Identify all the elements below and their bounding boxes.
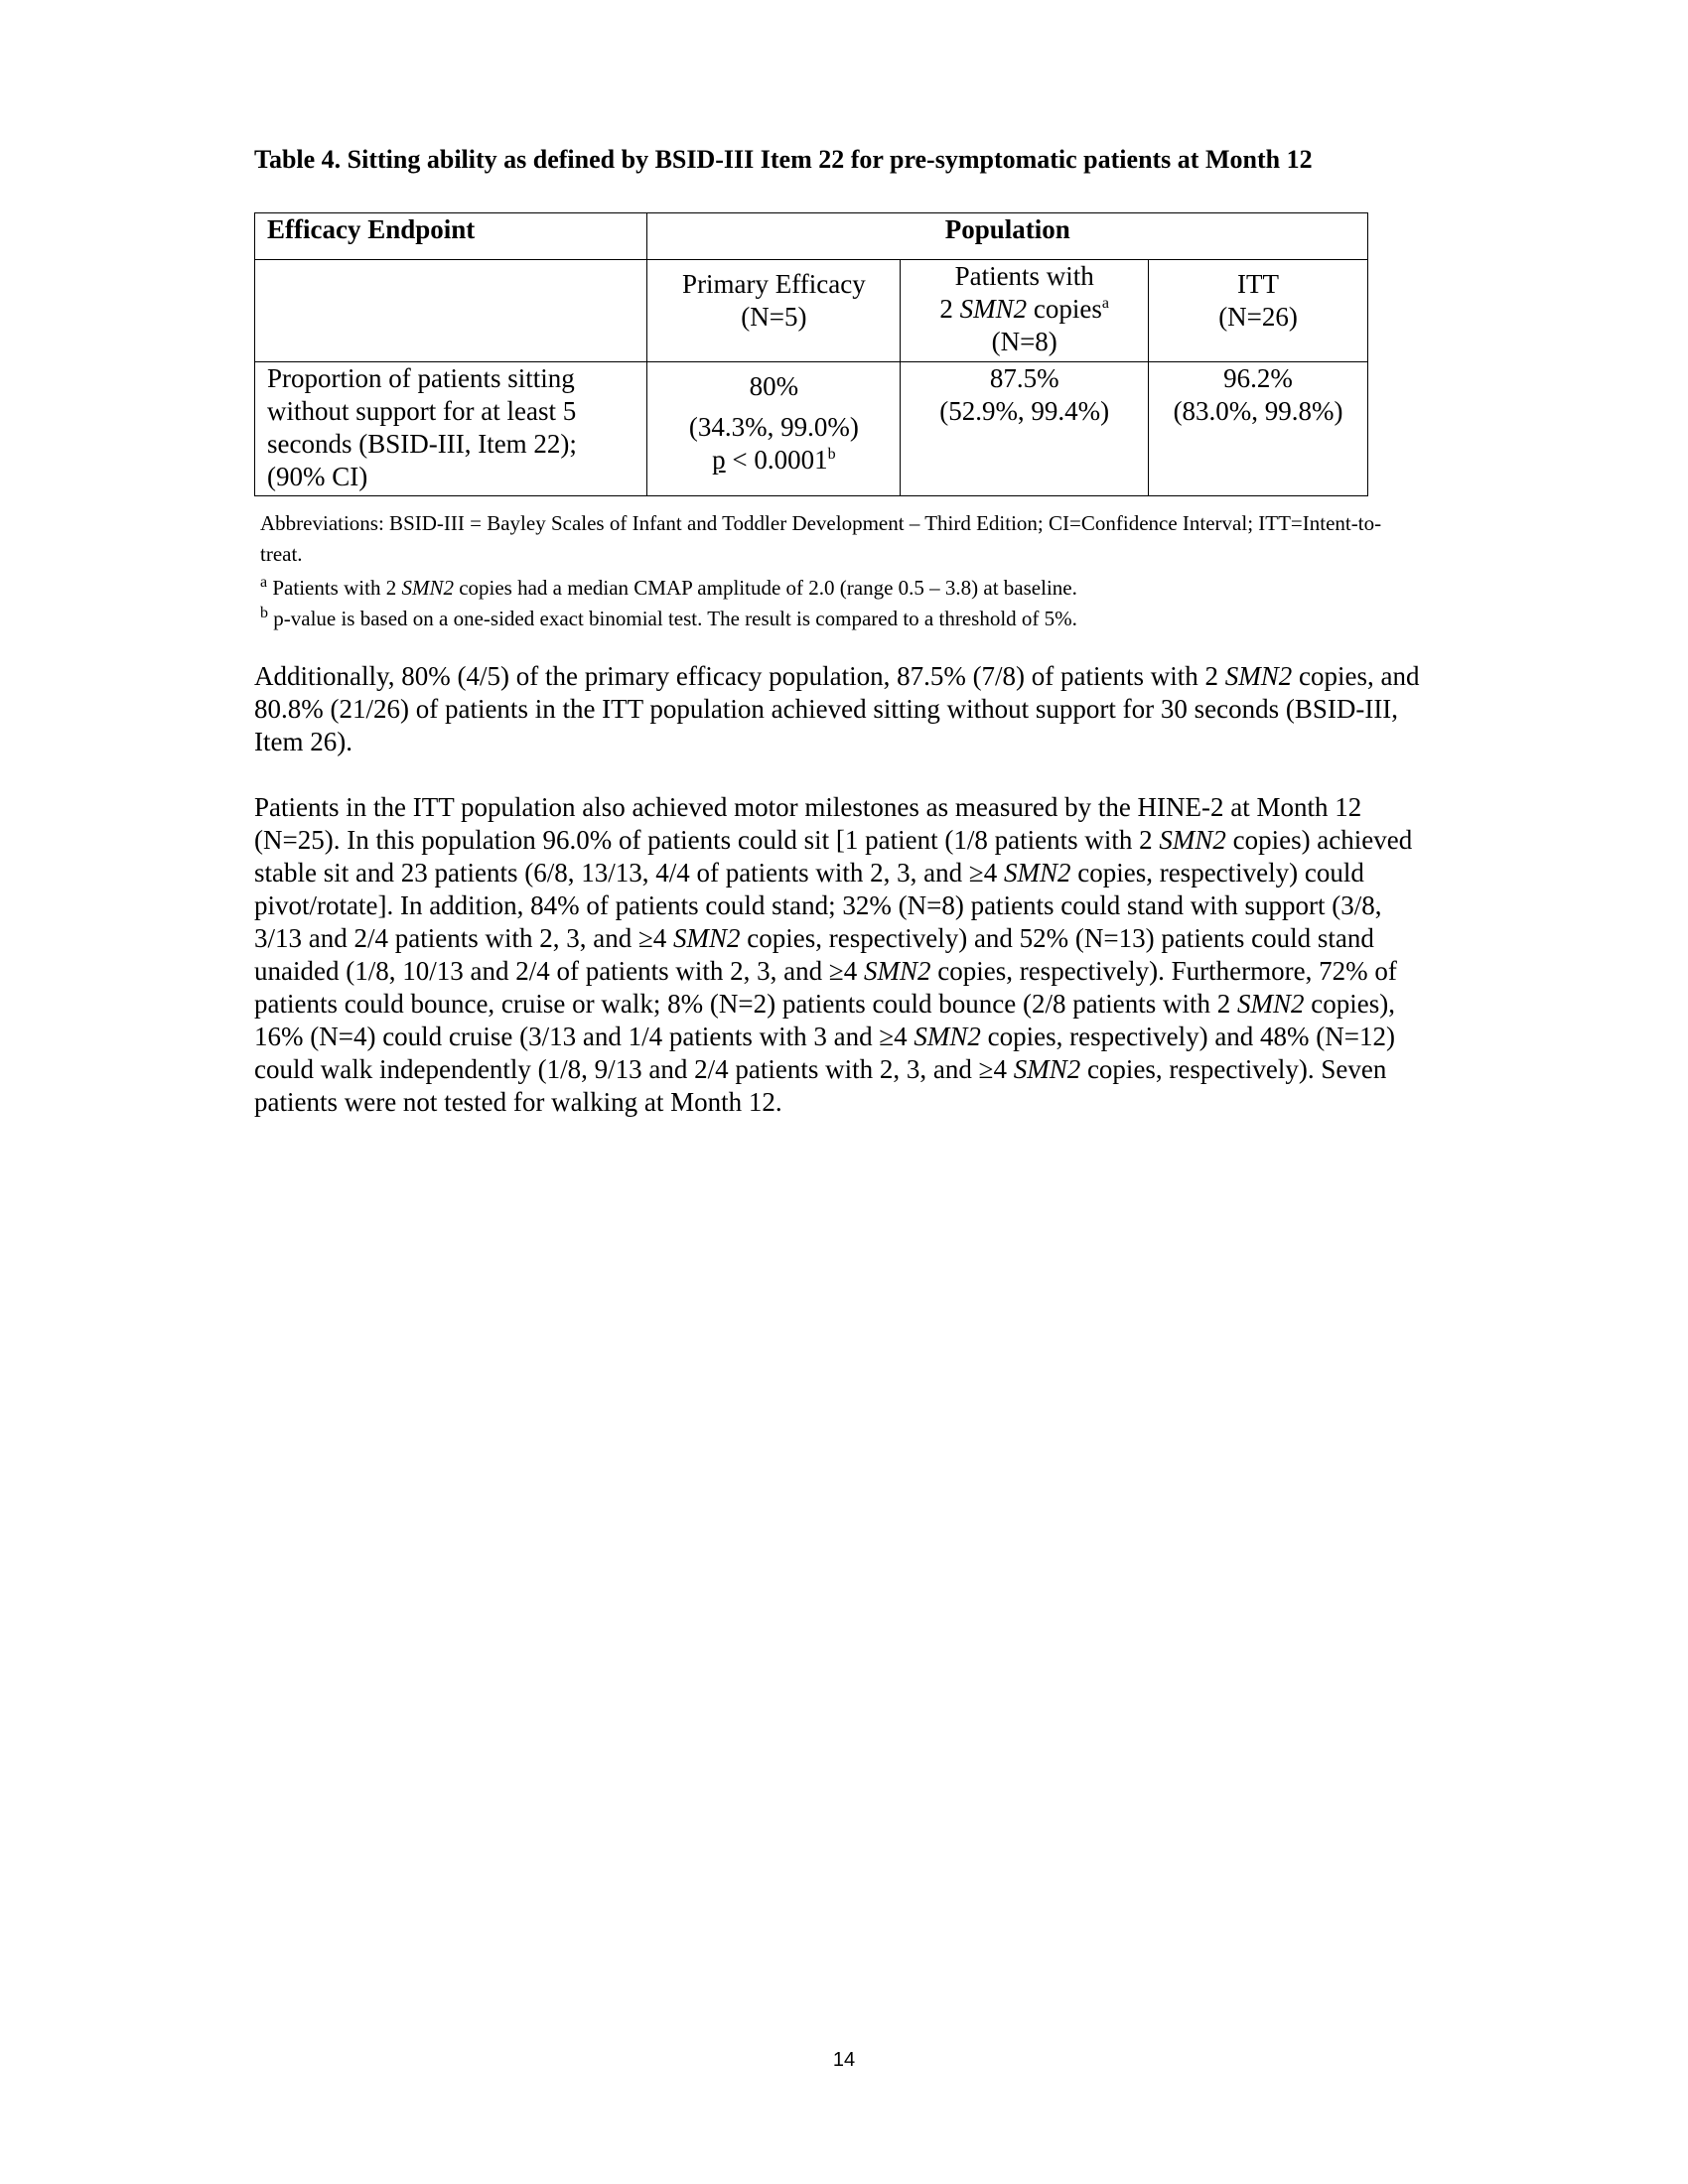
gene-name: SMN2 bbox=[1236, 989, 1305, 1019]
footnote-mark: a bbox=[260, 574, 268, 591]
primary-efficacy-column-header bbox=[647, 260, 901, 362]
empty-cell bbox=[255, 260, 647, 362]
gene-name: SMN2 bbox=[673, 923, 741, 953]
page-number: 14 bbox=[832, 2049, 856, 2071]
footnote-text: copies had a median CMAP amplitude of 2.0 (range 0.5 – 3.8) at baseline. bbox=[453, 576, 1077, 600]
table-notes bbox=[260, 508, 1402, 634]
efficacy-table bbox=[254, 212, 1368, 496]
paragraph-1: Additionally, 80% (4/5) of the primary efficacy population, 87.5% (7/8) of patients with 2 SMN2 copies, and 80.8% (21/26) of patients in the ITT population achieved sitting without support for 30 seconds (BSID-III, Item 26). bbox=[254, 661, 1420, 756]
proportion-value: 96.2% bbox=[1223, 363, 1293, 393]
body-text bbox=[254, 660, 1426, 1152]
column-label: Patients with bbox=[954, 261, 1094, 291]
footnote-text: Patients with 2 bbox=[267, 576, 402, 600]
gene-name: SMN2 bbox=[914, 1022, 981, 1051]
gene-name: SMN2 bbox=[863, 956, 931, 986]
efficacy-endpoint-header: Efficacy Endpoint bbox=[255, 213, 647, 260]
footnote-text: p-value is based on a one-sided exact binomial test. The result is compared to a threshold of 5%. bbox=[268, 607, 1077, 630]
column-n: (N=8) bbox=[991, 327, 1057, 356]
p-letter: p bbox=[712, 445, 726, 475]
table-header-row bbox=[255, 213, 1368, 260]
column-label-suffix: copies bbox=[1027, 294, 1102, 324]
confidence-interval: (52.9%, 99.4%) bbox=[939, 396, 1110, 426]
table-row bbox=[255, 362, 1368, 496]
table-subheader-row bbox=[255, 260, 1368, 362]
paragraph-2: Patients in the ITT population also achieved motor milestones as measured by the HINE-2 at Month 12 (N=25). In this population 96.0% of patients could sit [1 patient (1/8 patients with 2 SMN2 copies) achieved stable sit and 23 patients (6/8, 13/13, 4/4 of patients with 2, 3, and ≥4 SMN2 copies, respectively) could pivot/rotate]. In addition, 84% of patients could stand; 32% (N=8) patients could stand with support (3/8, 3/13 and 2/4 patients with 2, 3, and ≥4 SMN2 copies, respectively) and 52% (N=13) patients could stand unaided (1/8, 10/13 and 2/4 of patients with 2, 3, and ≥4 SMN2 copies, respectively). Furthermore, 72% of patients could bounce, cruise or walk; 8% (N=2) patients could bounce (2/8 patients with 2 SMN2 copies), 16% (N=4) could cruise (3/13 and 1/4 patients with 3 and ≥4 SMN2 copies, respectively) and 48% (N=12) could walk independently (1/8, 9/13 and 2/4 patients with 2, 3, and ≥4 SMN2 copies, respectively). Seven patients were not tested for walking at Month 12. bbox=[254, 792, 1413, 1117]
abbreviations-note: Abbreviations: BSID-III = Bayley Scales of Infant and Toddler Development – Third Edition; CI=Confidence Interval; ITT=Intent-to-treat. bbox=[260, 511, 1382, 566]
column-label: Primary Efficacy bbox=[682, 269, 866, 299]
smn2-cell bbox=[901, 362, 1149, 496]
gene-name: SMN2 bbox=[959, 294, 1028, 324]
p-value: < 0.0001 bbox=[725, 445, 828, 475]
primary-efficacy-cell bbox=[647, 362, 901, 496]
footnote-mark: b bbox=[260, 605, 268, 621]
smn2-column-header bbox=[901, 260, 1149, 362]
itt-cell bbox=[1149, 362, 1368, 496]
footnote-marker-a: a bbox=[1101, 295, 1109, 312]
column-label-prefix: 2 bbox=[939, 294, 960, 324]
itt-column-header bbox=[1149, 260, 1368, 362]
column-n: (N=5) bbox=[741, 302, 807, 332]
column-n: (N=26) bbox=[1218, 302, 1298, 332]
confidence-interval: (34.3%, 99.0%) bbox=[688, 412, 859, 442]
footnote-b bbox=[260, 604, 1402, 634]
population-header: Population bbox=[647, 213, 1368, 260]
footnote-a bbox=[260, 573, 1402, 604]
column-label: ITT bbox=[1237, 269, 1280, 299]
gene-name: SMN2 bbox=[401, 576, 454, 600]
gene-name: SMN2 bbox=[1003, 858, 1071, 887]
endpoint-label: Proportion of patients sitting without support for at least 5 seconds (BSID-III, Item 22); (90% CI) bbox=[255, 362, 647, 496]
proportion-value: 87.5% bbox=[989, 363, 1059, 393]
table-title: Table 4. Sitting ability as defined by BSID-III Item 22 for pre-symptomatic patients at Month 12 bbox=[254, 145, 1313, 174]
gene-name: SMN2 bbox=[1013, 1054, 1081, 1084]
gene-name: SMN2 bbox=[1224, 661, 1293, 691]
proportion-value: 80% bbox=[749, 371, 799, 401]
footnote-marker-b: b bbox=[827, 446, 836, 463]
confidence-interval: (83.0%, 99.8%) bbox=[1173, 396, 1343, 426]
gene-name: SMN2 bbox=[1159, 825, 1226, 855]
